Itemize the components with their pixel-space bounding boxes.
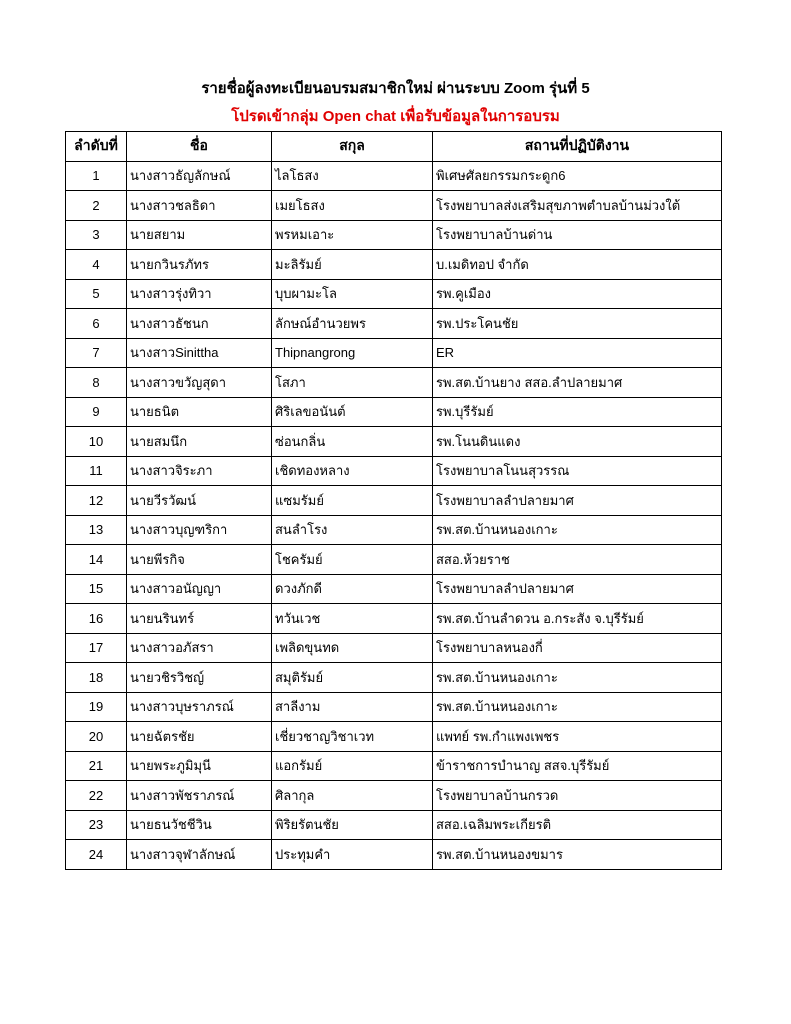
- table-row: [66, 751, 722, 781]
- table-row: [66, 309, 722, 339]
- cell-first-name: นางสาวจุฬาลักษณ์: [127, 840, 272, 870]
- table-row: [66, 250, 722, 280]
- cell-workplace: รพ.สต.บ้านหนองขมาร: [433, 840, 722, 870]
- table-body: [66, 161, 722, 869]
- cell-number: 20: [66, 722, 127, 752]
- cell-surname: มะลิรัมย์: [272, 250, 433, 280]
- header-surname: สกุล: [272, 132, 433, 162]
- cell-surname: พรหมเอาะ: [272, 220, 433, 250]
- cell-surname: ศิริเลขอนันต์: [272, 397, 433, 427]
- cell-number: 13: [66, 515, 127, 545]
- table-row: [66, 338, 722, 368]
- cell-first-name: นางสาวอนัญญา: [127, 574, 272, 604]
- cell-workplace: โรงพยาบาลลำปลายมาศ: [433, 574, 722, 604]
- cell-surname: ทวันเวช: [272, 604, 433, 634]
- table-row: [66, 486, 722, 516]
- header-number: ลำดับที่: [66, 132, 127, 162]
- cell-workplace: รพ.คูเมือง: [433, 279, 722, 309]
- header-workplace: สถานที่ปฏิบัติงาน: [433, 132, 722, 162]
- cell-surname: เมยโธสง: [272, 191, 433, 221]
- table-row: [66, 368, 722, 398]
- table-row: [66, 397, 722, 427]
- cell-first-name: นางสาวอภัสรา: [127, 633, 272, 663]
- cell-workplace: รพ.สต.บ้านหนองเกาะ: [433, 515, 722, 545]
- table-row: [66, 515, 722, 545]
- cell-first-name: นางสาวบุญฑริกา: [127, 515, 272, 545]
- cell-workplace: โรงพยาบาลหนองกี่: [433, 633, 722, 663]
- cell-surname: เชิดทองหลาง: [272, 456, 433, 486]
- cell-workplace: รพ.สต.บ้านยาง สสอ.ลำปลายมาศ: [433, 368, 722, 398]
- cell-surname: Thipnangrong: [272, 338, 433, 368]
- cell-number: 23: [66, 810, 127, 840]
- cell-number: 15: [66, 574, 127, 604]
- cell-number: 3: [66, 220, 127, 250]
- cell-number: 24: [66, 840, 127, 870]
- cell-first-name: นายธนวัชชีวิน: [127, 810, 272, 840]
- cell-number: 22: [66, 781, 127, 811]
- cell-first-name: นายกวินรภัทร: [127, 250, 272, 280]
- cell-number: 10: [66, 427, 127, 457]
- page-subtitle: โปรดเข้ากลุ่ม Open chat เพื่อรับข้อมูลในการอบรม: [231, 108, 560, 125]
- cell-number: 2: [66, 191, 127, 221]
- cell-first-name: นางสาวรุ่งทิวา: [127, 279, 272, 309]
- cell-surname: สนลำโรง: [272, 515, 433, 545]
- cell-number: 7: [66, 338, 127, 368]
- cell-number: 12: [66, 486, 127, 516]
- cell-number: 8: [66, 368, 127, 398]
- table-header-row: [66, 132, 722, 162]
- cell-workplace: โรงพยาบาลบ้านกรวด: [433, 781, 722, 811]
- cell-workplace: ER: [433, 338, 722, 368]
- cell-workplace: รพ.สต.บ้านหนองเกาะ: [433, 663, 722, 693]
- cell-surname: สาลีงาม: [272, 692, 433, 722]
- cell-first-name: นายพีรกิจ: [127, 545, 272, 575]
- table-row: [66, 604, 722, 634]
- table-row: [66, 810, 722, 840]
- cell-number: 11: [66, 456, 127, 486]
- cell-first-name: นายสมนึก: [127, 427, 272, 457]
- cell-number: 19: [66, 692, 127, 722]
- cell-workplace: โรงพยาบาลส่งเสริมสุขภาพตำบลบ้านม่วงใต้: [433, 191, 722, 221]
- table-row: [66, 633, 722, 663]
- table-row: [66, 456, 722, 486]
- table-row: [66, 574, 722, 604]
- table-row: [66, 161, 722, 191]
- cell-number: 17: [66, 633, 127, 663]
- cell-number: 5: [66, 279, 127, 309]
- cell-surname: บุบผามะโล: [272, 279, 433, 309]
- header-first-name: ชื่อ: [127, 132, 272, 162]
- cell-workplace: โรงพยาบาลบ้านด่าน: [433, 220, 722, 250]
- cell-surname: แซมรัมย์: [272, 486, 433, 516]
- table-row: [66, 545, 722, 575]
- cell-number: 21: [66, 751, 127, 781]
- cell-surname: โสภา: [272, 368, 433, 398]
- table-row: [66, 722, 722, 752]
- cell-surname: เพลิดขุนทด: [272, 633, 433, 663]
- cell-workplace: รพ.บุรีรัมย์: [433, 397, 722, 427]
- table-row: [66, 840, 722, 870]
- cell-first-name: นายสยาม: [127, 220, 272, 250]
- cell-workplace: บ.เมดิทอป จำกัด: [433, 250, 722, 280]
- page-title: รายชื่อผู้ลงทะเบียนอบรมสมาชิกใหม่ ผ่านระบบ Zoom รุ่นที่ 5: [201, 80, 590, 97]
- cell-first-name: นางสาวบุษราภรณ์: [127, 692, 272, 722]
- cell-workplace: ข้าราชการบำนาญ สสจ.บุรีรัมย์: [433, 751, 722, 781]
- cell-workplace: สสอ.เฉลิมพระเกียรติ: [433, 810, 722, 840]
- cell-surname: ลักษณ์อำนวยพร: [272, 309, 433, 339]
- cell-workplace: รพ.สต.บ้านลำดวน อ.กระสัง จ.บุรีรัมย์: [433, 604, 722, 634]
- cell-surname: ซ่อนกลิ่น: [272, 427, 433, 457]
- cell-surname: พิริยรัตนชัย: [272, 810, 433, 840]
- cell-first-name: นางสาวขวัญสุดา: [127, 368, 272, 398]
- cell-first-name: นางสาวธัญลักษณ์: [127, 161, 272, 191]
- cell-workplace: โรงพยาบาลโนนสุวรรณ: [433, 456, 722, 486]
- table-row: [66, 692, 722, 722]
- cell-surname: ศิลากุล: [272, 781, 433, 811]
- cell-surname: เชี่ยวชาญวิชาเวท: [272, 722, 433, 752]
- cell-first-name: นางสาวจิระภา: [127, 456, 272, 486]
- cell-surname: โชครัมย์: [272, 545, 433, 575]
- cell-workplace: รพ.ประโคนชัย: [433, 309, 722, 339]
- cell-first-name: นายนรินทร์: [127, 604, 272, 634]
- cell-surname: ดวงภักดี: [272, 574, 433, 604]
- cell-first-name: นายฉัตรชัย: [127, 722, 272, 752]
- cell-number: 16: [66, 604, 127, 634]
- cell-number: 18: [66, 663, 127, 693]
- table-row: [66, 781, 722, 811]
- cell-surname: แอกรัมย์: [272, 751, 433, 781]
- cell-first-name: นางสาวชลธิดา: [127, 191, 272, 221]
- table-row: [66, 220, 722, 250]
- cell-first-name: นางสาวธัชนก: [127, 309, 272, 339]
- cell-first-name: นางสาวSinittha: [127, 338, 272, 368]
- cell-workplace: รพ.โนนดินแดง: [433, 427, 722, 457]
- table-row: [66, 427, 722, 457]
- table-row: [66, 191, 722, 221]
- cell-first-name: นายธนิต: [127, 397, 272, 427]
- cell-surname: ประทุมคำ: [272, 840, 433, 870]
- cell-number: 9: [66, 397, 127, 427]
- cell-number: 4: [66, 250, 127, 280]
- table-row: [66, 663, 722, 693]
- cell-workplace: สสอ.ห้วยราช: [433, 545, 722, 575]
- cell-number: 14: [66, 545, 127, 575]
- cell-first-name: นางสาวพัชราภรณ์: [127, 781, 272, 811]
- cell-number: 1: [66, 161, 127, 191]
- table-row: [66, 279, 722, 309]
- cell-workplace: แพทย์ รพ.กำแพงเพชร: [433, 722, 722, 752]
- cell-first-name: นายวีรวัฒน์: [127, 486, 272, 516]
- cell-surname: สมุติรัมย์: [272, 663, 433, 693]
- cell-surname: ไลโธสง: [272, 161, 433, 191]
- cell-first-name: นายพระภูมิมุนี: [127, 751, 272, 781]
- cell-workplace: รพ.สต.บ้านหนองเกาะ: [433, 692, 722, 722]
- cell-workplace: โรงพยาบาลลำปลายมาศ: [433, 486, 722, 516]
- cell-first-name: นายวชิรวิชญ์: [127, 663, 272, 693]
- cell-workplace: พิเศษศัลยกรรมกระดูก6: [433, 161, 722, 191]
- registration-table: [65, 131, 722, 870]
- cell-number: 6: [66, 309, 127, 339]
